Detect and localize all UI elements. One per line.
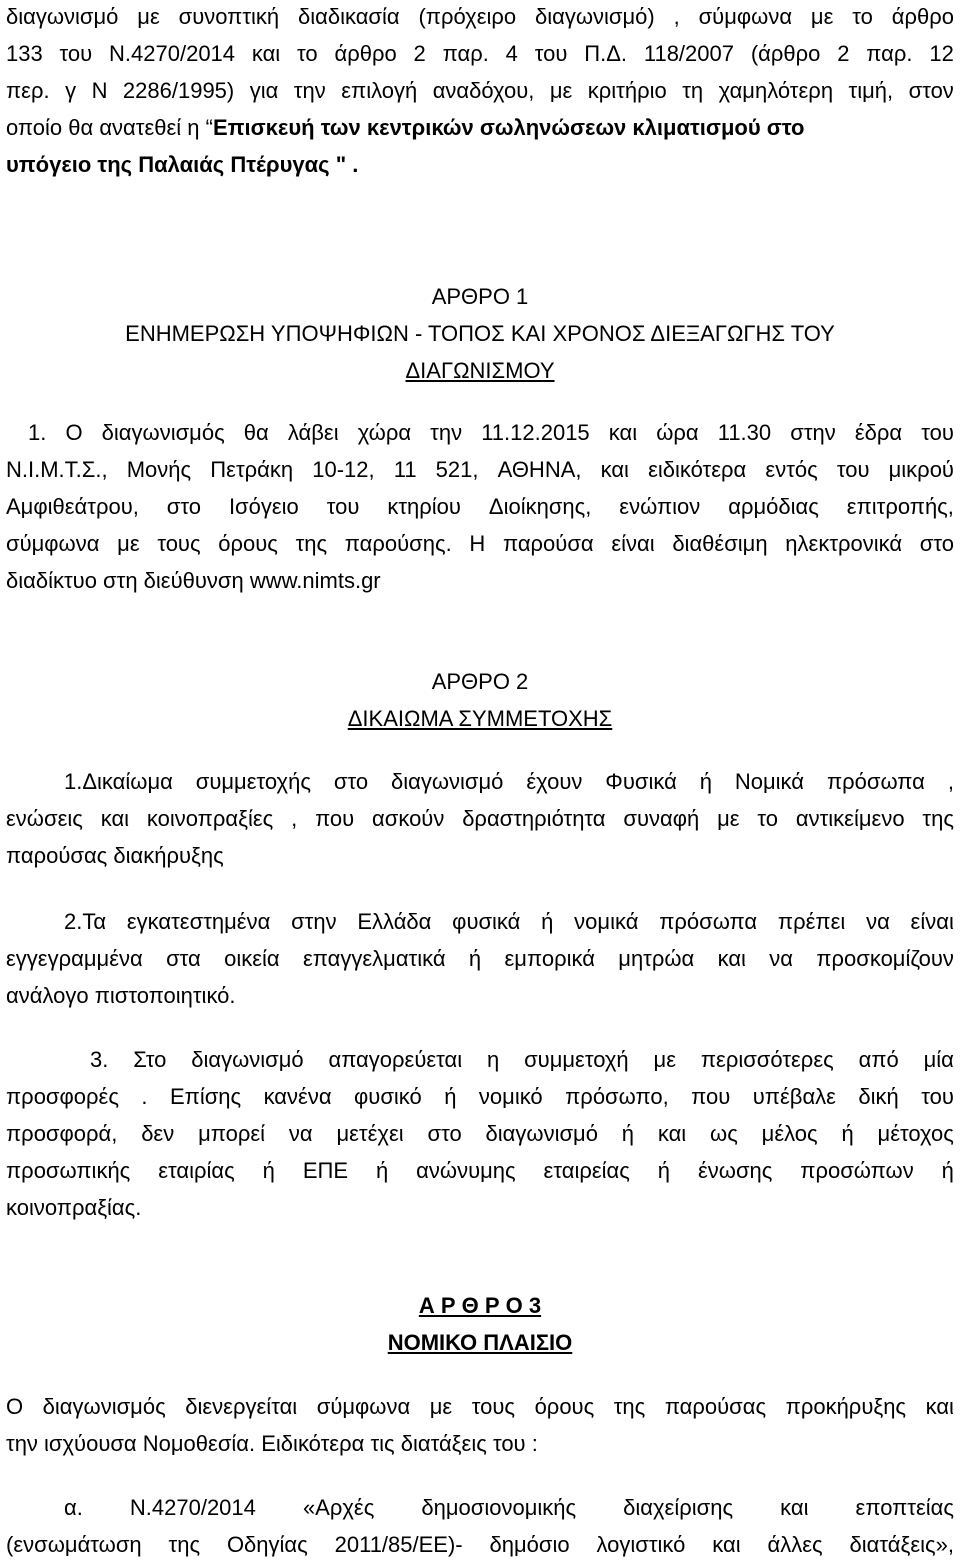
word: στο — [919, 531, 954, 556]
article-2-p3-line-1 — [90, 1041, 954, 1078]
word: στον — [908, 78, 954, 103]
word: 11.12.2015 — [481, 420, 590, 445]
word: ένωσης — [697, 1158, 773, 1183]
word: και — [600, 457, 629, 482]
word: διενεργείται — [185, 1394, 298, 1419]
word: Πετράκη — [210, 457, 294, 482]
word: να — [866, 909, 890, 934]
word: 2 — [837, 41, 850, 66]
project-title-part-1: Επισκευή των κεντρικών σωληνώσεων κλιματισμού στο — [212, 115, 805, 140]
word: το — [852, 4, 873, 29]
word: φυσικά — [452, 909, 521, 934]
word: σύμφωνα — [6, 531, 100, 556]
word: τη — [682, 78, 704, 103]
word: μπορεί — [198, 1121, 266, 1146]
article-3-title — [0, 1324, 960, 1361]
article-2-p2-line-3: ανάλογο πιστοποιητικό. — [6, 983, 236, 1008]
word: διαχείρισης — [623, 1495, 734, 1520]
word: Ο — [65, 420, 83, 445]
word: , — [673, 4, 680, 29]
word: ενώσεις — [6, 806, 83, 831]
word: έχουν — [526, 769, 583, 794]
word: υπέβαλε — [752, 1084, 836, 1109]
word: δική — [858, 1084, 899, 1109]
word: του — [326, 494, 360, 519]
article-1-title-text: ΕΝΗΜΕΡΩΣΗ ΥΠΟΨΗΦΙΩΝ - ΤΟΠΟΣ ΚΑΙ ΧΡΟΝΟΣ ΔΙΕΞΑΓΩΓΗΣ ΤΟΥ — [125, 321, 835, 346]
word: 1.Δικαίωμα — [64, 769, 173, 794]
word: Ν.Ι.Μ.Τ.Σ., — [6, 457, 108, 482]
word: , — [291, 806, 298, 831]
word: εταιρείας — [543, 1158, 630, 1183]
article-1-paragraph-line-4 — [6, 525, 954, 562]
word: περισσότερες — [700, 1047, 834, 1072]
word: διαθέσιμη — [672, 531, 768, 556]
word: ΕΠΕ — [302, 1158, 349, 1183]
word: 11 — [393, 457, 417, 482]
word: ή — [541, 909, 554, 934]
word: οικεία — [224, 946, 280, 971]
word: να — [769, 946, 793, 971]
word: ή — [468, 946, 482, 971]
article-1-title-line-1 — [0, 315, 960, 352]
word: ή — [657, 1158, 671, 1183]
word: Π.Δ. — [584, 41, 628, 66]
word: χώρα — [357, 420, 412, 445]
word: (πρόχειρο — [418, 4, 517, 29]
word: η — [487, 1047, 500, 1072]
article-3-number — [0, 1287, 960, 1324]
word: 11.30 — [717, 420, 772, 445]
word: όρους — [534, 1394, 595, 1419]
word: συναφή — [623, 806, 700, 831]
word: χαμηλότερη — [718, 78, 834, 103]
word: 521, — [435, 457, 479, 482]
word: 3. — [90, 1047, 109, 1072]
word: περ. — [6, 78, 50, 103]
word: της — [168, 1532, 201, 1557]
word: εγγεγραμμένα — [6, 946, 143, 971]
word: αναδόχου, — [432, 78, 535, 103]
word: λογιστικό — [596, 1532, 686, 1557]
word: (ενσωμάτωση — [6, 1532, 142, 1557]
word: τους — [471, 1394, 516, 1419]
word: άλλες — [767, 1532, 823, 1557]
word: , — [947, 769, 954, 794]
word: 2286/1995) — [122, 78, 235, 103]
word: γ — [65, 78, 77, 103]
word: συμμετοχής — [195, 769, 311, 794]
word: προσωπικής — [6, 1158, 131, 1183]
word: άρθρο — [891, 4, 954, 29]
word: μετέχει — [336, 1121, 404, 1146]
word: αντικείμενο — [795, 806, 905, 831]
word: Ν — [91, 78, 108, 103]
word: του — [921, 420, 954, 445]
word: ενώπιον — [619, 494, 701, 519]
word: 12 — [929, 41, 954, 66]
word: να — [288, 1121, 313, 1146]
word: διαγωνισμό — [6, 4, 119, 29]
word: είναι — [611, 531, 655, 556]
article-3-item-a-line-1 — [64, 1489, 954, 1526]
article-2-p1-line-3: παρούσας διακήρυξης — [6, 843, 224, 868]
word: Στο — [133, 1047, 167, 1072]
word: προσφορά, — [6, 1121, 118, 1146]
word: και — [100, 806, 130, 831]
article-2-p2-line-2 — [6, 940, 954, 977]
word: στο — [166, 494, 201, 519]
intro-line-4-text: οποίο θα ανατεθεί η “ — [6, 115, 213, 140]
word: ειδικότερα — [648, 457, 747, 482]
article-2-p1-line-1 — [64, 763, 954, 800]
word: ή — [699, 769, 712, 794]
word: το — [757, 806, 779, 831]
word: παρούσα — [502, 531, 594, 556]
word: 118/2007 — [643, 41, 734, 66]
intro-line-3 — [6, 72, 954, 109]
article-2-number: ΑΡΘΡΟ 2 — [431, 669, 529, 694]
article-1-paragraph-line-1 — [28, 414, 954, 451]
word: ή — [262, 1158, 275, 1183]
word: με — [117, 531, 140, 556]
word: α. — [64, 1495, 83, 1520]
word: στην — [291, 909, 337, 934]
word: 133 — [6, 41, 43, 66]
word: Η — [469, 531, 486, 556]
word: άρθρο — [334, 41, 397, 66]
word: ΑΘΗΝΑ, — [497, 457, 582, 482]
word: εταιρίας — [158, 1158, 235, 1183]
article-1-title-line-2: ΔΙΑΓΩΝΙΣΜΟΥ — [405, 358, 555, 383]
word: νομικό — [478, 1084, 543, 1109]
word: (άρθρο — [750, 41, 821, 66]
word: μικρού — [888, 457, 954, 482]
word: 2 — [413, 41, 426, 66]
word: επιλογή — [341, 78, 418, 103]
word: Ο — [6, 1394, 24, 1419]
word: θα — [243, 420, 269, 445]
word: 2.Τα — [64, 909, 107, 934]
word: με — [429, 1394, 453, 1419]
word: και — [925, 1394, 954, 1419]
word: και — [251, 41, 281, 66]
word: «Αρχές — [302, 1495, 375, 1520]
word: προσώπων — [800, 1158, 914, 1183]
word: Φυσικά — [605, 769, 677, 794]
word: κοινοπραξίες — [146, 806, 274, 831]
word: κτηρίου — [387, 494, 461, 519]
word: Επίσης — [169, 1084, 242, 1109]
word: ανώνυμης — [416, 1158, 516, 1183]
word: παρ. — [442, 41, 489, 66]
word: ή — [841, 1121, 854, 1146]
word: και — [657, 1121, 687, 1146]
word: με — [810, 4, 834, 29]
word: είναι — [910, 909, 954, 934]
word: ηλεκτρονικά — [785, 531, 903, 556]
word: απαγορεύεται — [328, 1047, 463, 1072]
word: και — [608, 420, 638, 445]
article-3-p1-line-1 — [6, 1388, 954, 1425]
word: μέλος — [761, 1121, 818, 1146]
word: ως — [710, 1121, 738, 1146]
word: εγκατεστημένα — [126, 909, 271, 934]
word: πρόσωπα — [826, 769, 925, 794]
word: 2011/85/ΕΕ)- — [334, 1532, 463, 1557]
word: διαδικασία — [298, 4, 400, 29]
word: την — [293, 78, 326, 103]
article-3-p1-line-2: την ισχύουσα Νομοθεσία. Ειδικότερα τις διατάξεις του : — [6, 1431, 538, 1456]
word: Ελλάδα — [357, 909, 432, 934]
article-1-number: ΑΡΘΡΟ 1 — [431, 284, 529, 309]
word: στο — [333, 769, 369, 794]
word: με — [137, 4, 160, 29]
word: Ισόγειο — [228, 494, 299, 519]
word: συνοπτική — [178, 4, 280, 29]
word: μία — [923, 1047, 954, 1072]
word: με — [549, 78, 573, 103]
intro-line-4 — [6, 109, 954, 146]
article-1-paragraph-line-2 — [6, 451, 954, 488]
word: μέτοχος — [877, 1121, 954, 1146]
article-2-title — [0, 700, 960, 737]
word: προσφορές — [6, 1084, 119, 1109]
intro-line-2 — [6, 35, 954, 72]
article-2-p3-line-4 — [6, 1152, 954, 1189]
article-2-p3-line-5: κοινοπραξίας. — [6, 1195, 142, 1220]
word: έδρα — [854, 420, 903, 445]
word: . — [141, 1084, 148, 1109]
word: παρούσης. — [344, 531, 452, 556]
word: Διοίκησης, — [488, 494, 592, 519]
word: ασκούν — [372, 806, 445, 831]
word: Οδηγίας — [226, 1532, 308, 1557]
word: και — [780, 1495, 809, 1520]
word: του — [921, 1084, 954, 1109]
article-2-p3-line-2 — [6, 1078, 954, 1115]
word: όρους — [218, 531, 278, 556]
word: συμμετοχή — [524, 1047, 629, 1072]
word: και — [717, 946, 746, 971]
word: της — [922, 806, 954, 831]
word: 1. — [28, 420, 47, 445]
word: εμπορικά — [504, 946, 595, 971]
article-2-title-text: ΔΙΚΑΙΩΜΑ ΣΥΜΜΕΤΟΧΗΣ — [347, 706, 613, 731]
word: που — [315, 806, 355, 831]
word: παρούσας — [664, 1394, 767, 1419]
word: εντός — [765, 457, 818, 482]
word: πρόσωπα — [659, 909, 758, 934]
word: που — [691, 1084, 731, 1109]
word: για — [249, 78, 279, 103]
word: δημοσιονομικής — [421, 1495, 577, 1520]
article-1-paragraph-line-5: διαδίκτυο στη διεύθυνση www.nimts.gr — [6, 568, 381, 593]
word: στην — [790, 420, 836, 445]
word: ή — [941, 1158, 954, 1183]
word: δεν — [141, 1121, 175, 1146]
word: προκήρυξης — [785, 1394, 907, 1419]
word: επαγγελματικά — [302, 946, 446, 971]
word: διαγωνισμό — [191, 1047, 304, 1072]
word: διαγωνισμό) — [535, 4, 655, 29]
word: από — [858, 1047, 899, 1072]
word: του — [59, 41, 93, 66]
word: 10-12, — [312, 457, 375, 482]
word: ή — [621, 1121, 635, 1146]
intro-line-1 — [6, 0, 954, 35]
article-3-number-text: Α Ρ Θ Ρ Ο 3 — [418, 1293, 542, 1318]
word: το — [297, 41, 318, 66]
word: νομικά — [574, 909, 639, 934]
word: στα — [166, 946, 201, 971]
word: διατάξεις», — [849, 1532, 954, 1557]
word: επιτροπής, — [846, 494, 954, 519]
word: του — [836, 457, 870, 482]
word: Ν.4270/2014 — [109, 41, 236, 66]
word: με — [653, 1047, 676, 1072]
word: εποπτείας — [855, 1495, 954, 1520]
word: κριτήριο — [587, 78, 667, 103]
word: Αμφιθεάτρου, — [6, 494, 139, 519]
word: δημόσιο — [489, 1532, 570, 1557]
word: Μονής — [126, 457, 192, 482]
article-2-p2-line-1 — [64, 903, 954, 940]
word: φυσικό — [354, 1084, 422, 1109]
word: Νομικά — [734, 769, 805, 794]
word: διαγωνισμός — [101, 420, 225, 445]
word: την — [430, 420, 463, 445]
word: στο — [427, 1121, 462, 1146]
word: πρόσωπο, — [565, 1084, 669, 1109]
word: σύμφωνα — [316, 1394, 411, 1419]
project-title-part-2: υπόγειο της Παλαιάς Πτέρυγας " . — [6, 152, 359, 177]
word: λάβει — [287, 420, 339, 445]
word: σύμφωνα — [698, 4, 793, 29]
article-2-p1-line-2 — [6, 800, 954, 837]
article-3-title-text: ΝΟΜΙΚΟ ΠΛΑΙΣΙΟ — [387, 1330, 573, 1355]
word: της — [613, 1394, 646, 1419]
word: ή — [376, 1158, 389, 1183]
word: ή — [444, 1084, 457, 1109]
word: κανένα — [263, 1084, 332, 1109]
word: ώρα — [656, 420, 699, 445]
word: του — [534, 41, 568, 66]
article-2-p3-line-3 — [6, 1115, 954, 1152]
word: μητρώα — [618, 946, 695, 971]
word: τιμή, — [848, 78, 894, 103]
word: παρ. — [866, 41, 913, 66]
word: της — [295, 531, 328, 556]
article-3-item-a-line-2 — [6, 1526, 954, 1563]
word: διαγωνισμό — [391, 769, 504, 794]
word: με — [717, 806, 740, 831]
word: προσκομίζουν — [816, 946, 954, 971]
word: Ν.4270/2014 — [129, 1495, 256, 1520]
word: διαγωνισμός — [42, 1394, 166, 1419]
word: αρμόδιας — [728, 494, 819, 519]
word: διαγωνισμό — [485, 1121, 598, 1146]
word: δραστηριότητα — [462, 806, 606, 831]
word: και — [712, 1532, 741, 1557]
word: 4 — [505, 41, 518, 66]
article-1-paragraph-line-3 — [6, 488, 954, 525]
word: τους — [157, 531, 201, 556]
word: πρέπει — [777, 909, 846, 934]
